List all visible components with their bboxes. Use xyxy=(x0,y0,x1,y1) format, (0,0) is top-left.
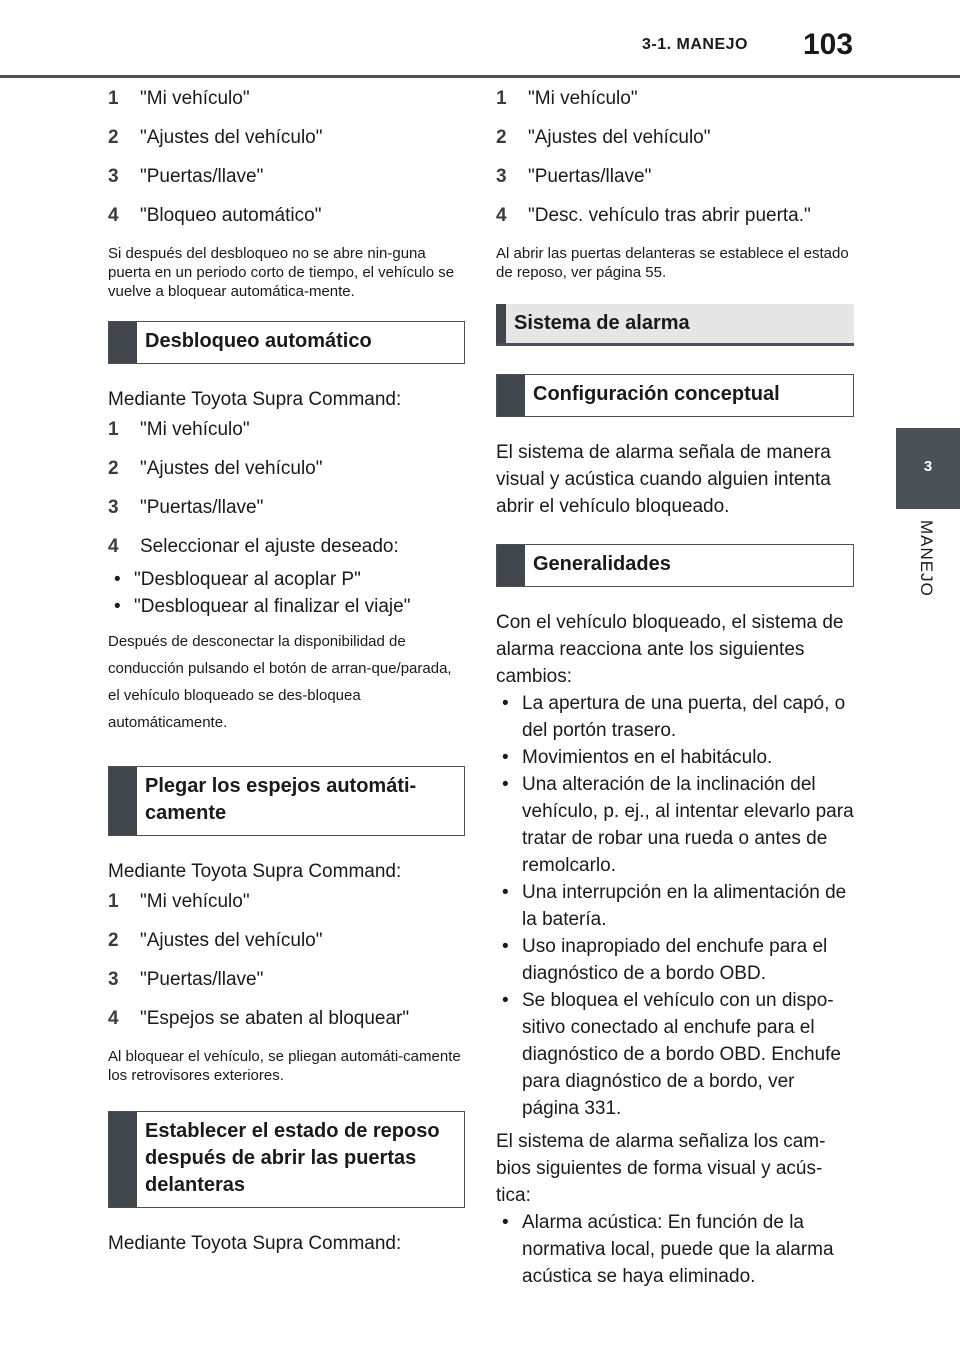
right-column xyxy=(496,88,854,1290)
section-header: 3-1. MANEJO xyxy=(642,36,748,53)
section-heading: Desbloqueo automático xyxy=(108,321,465,364)
body-text: El sistema de alarma señaliza los cam-bios siguientes de forma visual y acús-tica: xyxy=(496,1131,826,1206)
list-item: 3 "Puertas/llave" xyxy=(108,969,264,990)
list-item: 2 "Ajustes del vehículo" xyxy=(108,458,323,479)
bullet-item: • Se bloquea el vehículo con un dispo-sitivo conectado al enchufe para el diagnóstico de a bordo OBD. Enchufe para diagnóstico de a bordo, ver página 331. xyxy=(502,990,841,1119)
intro-text: Mediante Toyota Supra Command: xyxy=(108,1233,402,1254)
section-heading: Plegar los espejos automáti-camente xyxy=(108,766,465,836)
body-text: El sistema de alarma señala de manera visual y acústica cuando alguien intenta abrir el vehículo bloqueado. xyxy=(496,442,831,517)
chapter-section-band: Sistema de alarma xyxy=(496,304,854,346)
bullet-item: • Movimientos en el habitáculo. xyxy=(502,747,773,768)
bullet-item: • Una interrupción en la alimentación de la batería. xyxy=(502,882,847,930)
intro-text: Mediante Toyota Supra Command: xyxy=(108,389,402,410)
list-item: 3 "Puertas/llave" xyxy=(108,497,264,518)
list-item: 4 "Desc. vehículo tras abrir puerta." xyxy=(496,205,811,226)
chapter-number: 3 xyxy=(923,458,933,475)
list-item: 1 "Mi vehículo" xyxy=(108,419,250,440)
step-list xyxy=(108,419,465,558)
step-list xyxy=(108,88,465,227)
bullet-item: • "Desbloquear al finalizar el viaje" xyxy=(114,596,411,617)
step-list xyxy=(496,88,854,227)
list-item: 1 "Mi vehículo" xyxy=(108,88,250,109)
left-column xyxy=(108,88,465,1263)
chapter-tab xyxy=(896,428,960,509)
section-heading: Establecer el estado de reposo después de abrir las puertas delanteras xyxy=(108,1111,465,1208)
list-item: 1 "Mi vehículo" xyxy=(496,88,638,109)
chapter-label: MANEJO xyxy=(917,520,936,597)
note-text: Después de desconectar la disponibilidad de conducción pulsando el botón de arran-que/parada, el vehículo bloqueado se des-bloquea automáticamente. xyxy=(108,633,452,731)
section-heading: Configuración conceptual xyxy=(496,374,854,417)
list-item: 2 "Ajustes del vehículo" xyxy=(108,930,323,951)
section-heading: Generalidades xyxy=(496,544,854,587)
bullet-item: • Alarma acústica: En función de la normativa local, puede que la alarma acústica se haya eliminado. xyxy=(502,1212,834,1287)
note-text: Si después del desbloqueo no se abre nin-guna puerta en un periodo corto de tiempo, el vehículo se vuelve a bloquear automática-mente. xyxy=(108,245,455,300)
list-item: 4 Seleccionar el ajuste deseado: xyxy=(108,536,399,557)
list-item: 1 "Mi vehículo" xyxy=(108,891,250,912)
list-item: 4 "Espejos se abaten al bloquear" xyxy=(108,1008,410,1029)
bullet-item: • La apertura de una puerta, del capó, o del portón trasero. xyxy=(502,693,846,741)
header-rule xyxy=(0,75,960,78)
note-text: Al abrir las puertas delanteras se establece el estado de reposo, ver página 55. xyxy=(496,245,849,281)
intro-text: Mediante Toyota Supra Command: xyxy=(108,861,402,882)
list-item: 4 "Bloqueo automático" xyxy=(108,205,322,226)
page-number: 103 xyxy=(803,28,854,61)
step-list xyxy=(108,891,465,1030)
note-text: Al bloquear el vehículo, se pliegan automáti-camente los retrovisores exteriores. xyxy=(108,1048,461,1084)
bullet-item: • Una alteración de la inclinación del vehículo, p. ej., al intentar elevarlo para tratar de robar una rueda o antes de remolcarlo. xyxy=(502,774,854,876)
body-text: Con el vehículo bloqueado, el sistema de alarma reacciona ante los siguientes cambios: xyxy=(496,612,844,687)
list-item: 2 "Ajustes del vehículo" xyxy=(108,127,323,148)
bullet-item: • Uso inapropiado del enchufe para el diagnóstico de a bordo OBD. xyxy=(502,936,828,984)
list-item: 3 "Puertas/llave" xyxy=(496,166,652,187)
list-item: 2 "Ajustes del vehículo" xyxy=(496,127,711,148)
bullet-item: • "Desbloquear al acoplar P" xyxy=(114,569,361,590)
list-item: 3 "Puertas/llave" xyxy=(108,166,264,187)
